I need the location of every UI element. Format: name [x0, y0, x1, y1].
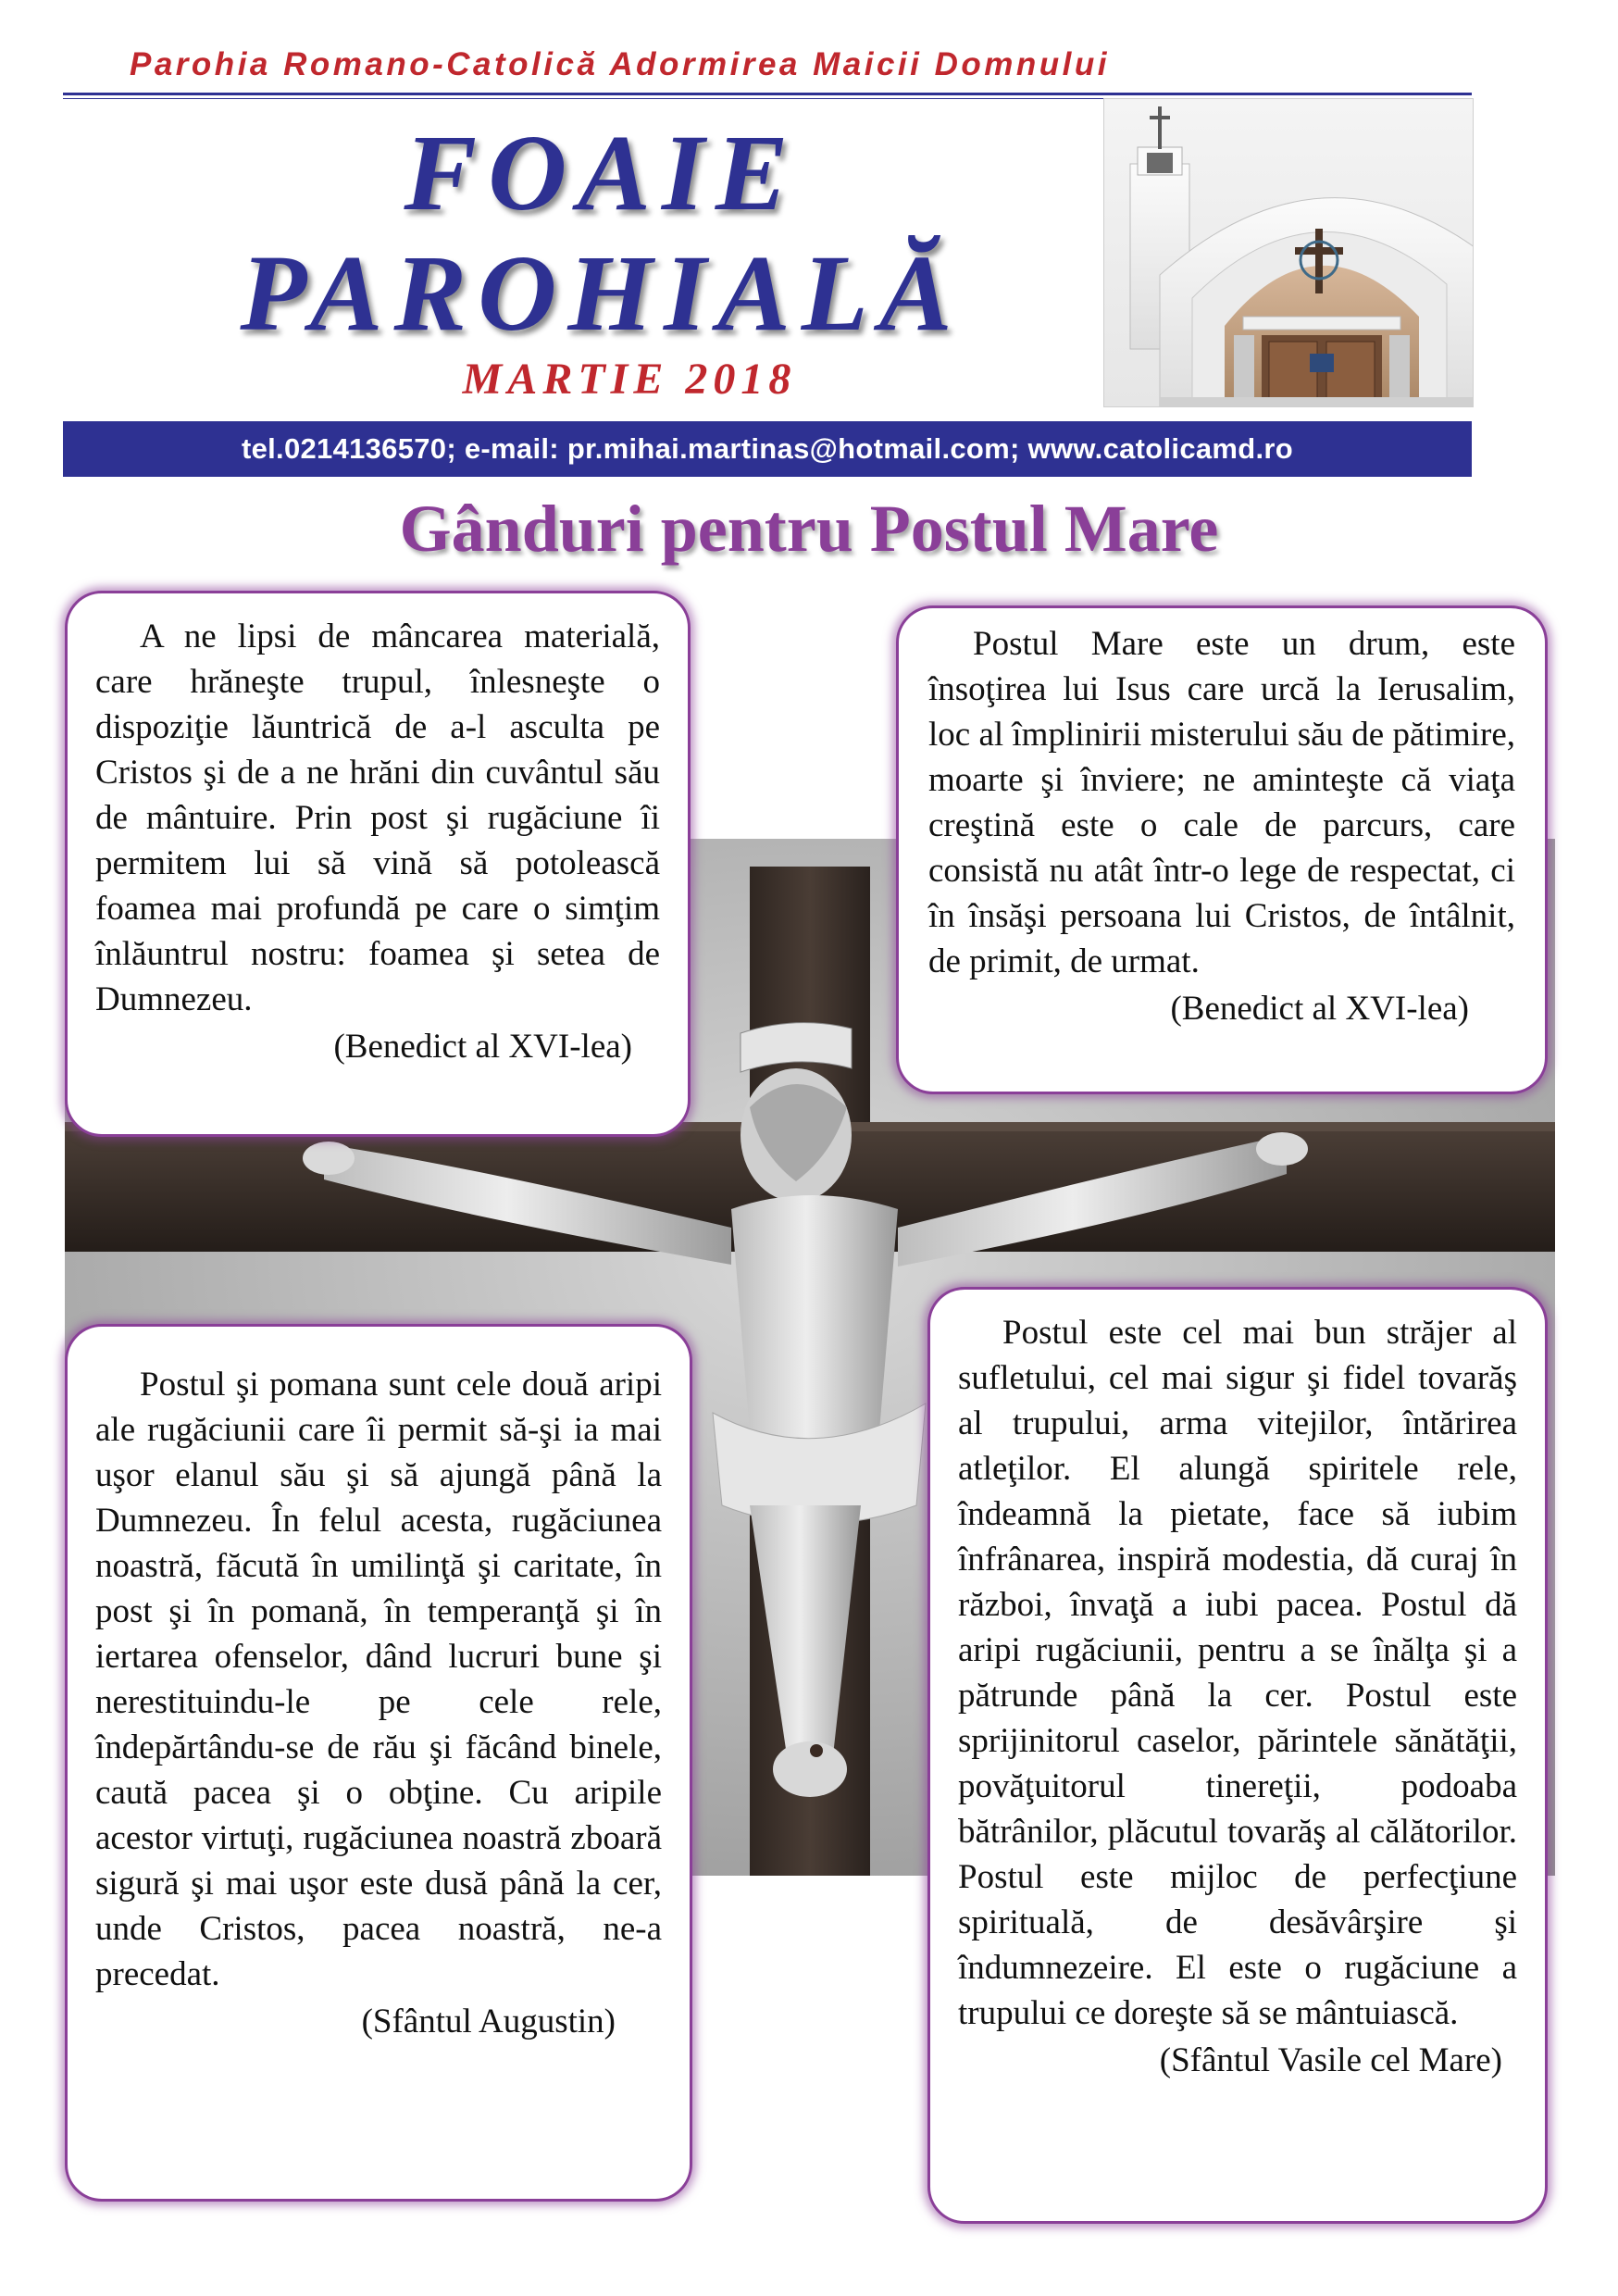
- quote-author: (Sfântul Vasile cel Mare): [1159, 2041, 1502, 2079]
- church-photo: [1103, 98, 1474, 407]
- quote-text: Postul şi pomana sunt cele două aripi ale rugăciunii care îi permit să-şi ia mai uşor elanul său şi să ajungă până la Dumnezeu. În felul acesta, rugăciunea noastră, făcută în umilinţă şi caritate, în post şi în pomană, în temperanţă şi în iertarea ofenselor, dând lucruri bune şi nerestituindu-le pe cele rele, îndepărtându-se de rău şi făcând binele, caută pacea şi o obţine. Cu aripile acestor virtuţi, rugăciunea noastră zboară sigură şi mai uşor este dusă până la cer, unde Cristos, pacea noastră, ne-a precedat.: [95, 1366, 662, 1993]
- parish-name: Parohia Romano-Catolică Adormirea Maicii Domnului: [130, 46, 1110, 82]
- masthead-title-line2: PAROHIALĂ: [240, 232, 964, 354]
- quote-text: A ne lipsi de mâncarea materială, care hrăneşte trupul, înlesneşte o dispoziţie lăuntrică de a-l asculta pe Cristos şi de a ne hrăni din cuvântul său de mântuire. Prin post şi rugăciune îi permitem lui să vină să potolească foamea mai profundă pe care o simţim înlăuntrul nostru: foamea şi setea de Dumnezeu.: [95, 618, 660, 1018]
- quote-author: (Benedict al XVI-lea): [1170, 990, 1469, 1028]
- page-headline: Gânduri pentru Postul Mare: [399, 492, 1219, 566]
- quote-author: (Benedict al XVI-lea): [333, 1028, 632, 1066]
- quote-text: Postul Mare este un drum, este însoţirea lui Isus care urcă la Ierusalim, loc al împlinirii misterului său de pătimire, moarte şi înviere; ne aminteşte că viaţa creştină este o cale de parcurs, care consistă nu atât într-o lege de respectat, ci în însăşi persoana lui Cristos, de întâlnit, de primit, de urmat.: [928, 625, 1516, 980]
- contact-bar: tel.0214136570; e-mail: pr.mihai.martinas@hotmail.com; www.catolicamd.ro: [63, 421, 1472, 477]
- quote-box-2: [896, 605, 1548, 1094]
- quote-box-4: [927, 1287, 1548, 2224]
- quote-text: Postul este cel mai bun străjer al sufletului, cel mai sigur şi fidel tovarăş al trupului, arma vitejilor, întărirea atleţilor. El alungă spiritele rele, îndeamnă la pietate, face să iubim înfrânarea, inspiră modestia, dă curaj în război, învaţă a iubi pacea. Postul dă aripi rugăciunii, pentru a se înălţa şi a pătrunde până la cer. Postul este sprijinitorul caselor, părintele sănătăţii, povăţuitorul tinereţii, podoaba bătrânilor, plăcutul tovarăş al călătorilor. Postul este mijloc de perfecţiune spirituală, de desăvârşire şi îndumnezeire. El este o rugăciune a trupului ce doreşte să se mântuiască.: [958, 1314, 1517, 2032]
- quote-author: (Sfântul Augustin): [361, 2003, 616, 2040]
- quote-box-3: [65, 1324, 692, 2202]
- header-rule: [63, 93, 1472, 95]
- issue-date: MARTIE 2018: [462, 355, 797, 404]
- quote-box-1: [65, 591, 691, 1137]
- masthead-title-line1: FOAIE: [404, 112, 800, 233]
